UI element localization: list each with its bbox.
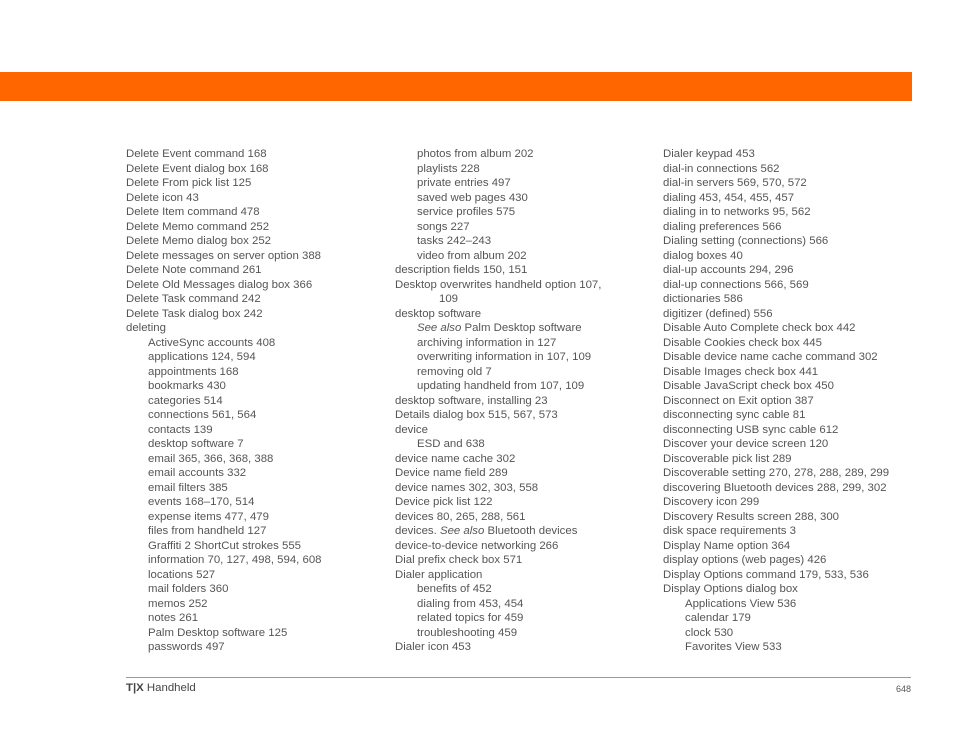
index-subentry <box>126 611 386 626</box>
index-entry-text: device <box>395 423 428 436</box>
index-entry-text: email filters 385 <box>148 481 228 494</box>
index-entry-text: dial-up accounts 294, 296 <box>663 264 794 276</box>
index-entry-text: updating handheld from 107, 109 <box>417 380 585 392</box>
index-subentry <box>395 176 655 191</box>
index-entry <box>663 321 928 336</box>
index-entry <box>663 510 928 525</box>
index-entry <box>395 452 655 467</box>
see-also-reference: See also <box>417 322 462 334</box>
footer-product <box>126 682 196 694</box>
index-subentry <box>395 611 655 626</box>
index-entry-text: tasks 242–243 <box>417 235 492 247</box>
index-entry-text: display options (web pages) 426 <box>663 554 827 566</box>
index-entry <box>395 408 655 423</box>
index-entry-text: device name cache 302 <box>395 452 516 465</box>
index-entry-text: saved web pages 430 <box>417 191 528 204</box>
index-entry-text: Applications View 536 <box>685 597 797 610</box>
index-subentry <box>126 510 386 525</box>
index-entry <box>663 553 928 568</box>
index-entry-text: Dialer icon 453 <box>395 641 471 653</box>
index-entry <box>663 249 928 264</box>
index-entry-text: deleting <box>126 322 166 334</box>
index-entry-text: Disable Auto Complete check box 442 <box>663 322 856 334</box>
index-entry-text: removing old 7 <box>417 365 492 378</box>
index-subentry <box>126 568 386 583</box>
index-entry <box>126 234 386 249</box>
index-entry-text: Dialer application <box>395 568 483 581</box>
index-subentry <box>395 350 655 365</box>
index-entry-text: Disable JavaScript check box 450 <box>663 380 834 392</box>
index-entry <box>395 568 655 583</box>
index-entry-text: Device name field 289 <box>395 467 508 479</box>
index-entry <box>663 220 928 235</box>
index-entry <box>126 176 386 191</box>
index-entry-text: disk space requirements 3 <box>663 525 796 537</box>
index-subentry <box>126 582 386 597</box>
index-entry <box>663 307 928 322</box>
index-entry <box>395 466 655 481</box>
index-entry-text: desktop software 7 <box>148 438 244 450</box>
index-entry-text: Discovery icon 299 <box>663 496 760 508</box>
index-subentry <box>126 350 386 365</box>
index-entry-text: Display Name option 364 <box>663 539 791 552</box>
index-entry <box>126 249 386 264</box>
index-entry-text: dictionaries 586 <box>663 293 743 305</box>
index-entry-text: dialog boxes 40 <box>663 249 743 262</box>
index-entry-text: overwriting information in 107, 109 <box>417 351 592 363</box>
index-entry-text: Dial prefix check box 571 <box>395 554 523 566</box>
index-entry-text: Device pick list 122 <box>395 496 493 508</box>
index-subentry <box>395 365 655 380</box>
index-entry-text: connections 561, 564 <box>148 409 257 421</box>
index-entry <box>663 466 928 481</box>
index-entry-text: digitizer (defined) 556 <box>663 307 773 320</box>
index-entry-text: expense items 477, 479 <box>148 510 269 523</box>
index-subentry <box>395 379 655 394</box>
index-entry <box>663 539 928 554</box>
index-entry-text: applications 124, 594 <box>148 351 256 363</box>
index-entry-text: Desktop overwrites handheld option 107, <box>395 278 602 291</box>
index-entry <box>395 495 655 510</box>
index-subentry <box>126 452 386 467</box>
index-entry-text: dial-in connections 562 <box>663 162 780 175</box>
index-entry-text: photos from album 202 <box>417 148 534 160</box>
index-entry-text: Delete icon 43 <box>126 191 199 204</box>
index-entry <box>663 263 928 278</box>
index-entry-text: Discover your device screen 120 <box>663 438 829 450</box>
index-column-1 <box>126 147 386 655</box>
index-entry <box>126 147 386 162</box>
index-subentry <box>126 481 386 496</box>
index-subentry <box>395 597 655 612</box>
index-entry <box>395 278 655 293</box>
index-entry-text: desktop software <box>395 307 482 320</box>
index-entry-text: Discovery Results screen 288, 300 <box>663 510 840 523</box>
index-entry-text: discovering Bluetooth devices 288, 299, 302 <box>663 481 887 494</box>
index-entry-text: information 70, 127, 498, 594, 608 <box>148 554 322 566</box>
index-entry-text: Delete Item command 478 <box>126 206 260 218</box>
index-entry <box>663 408 928 423</box>
index-subentry <box>395 582 655 597</box>
index-entry-text: Bluetooth devices <box>487 525 578 537</box>
index-entry-text: categories 514 <box>148 394 223 407</box>
index-entry <box>663 205 928 220</box>
index-entry-text: video from album 202 <box>417 249 527 262</box>
index-entry <box>663 423 928 438</box>
index-entry-text: Palm Desktop software 125 <box>148 626 288 639</box>
index-entry-text: Disable Images check box 441 <box>663 365 819 378</box>
see-also-reference: See also <box>439 525 485 537</box>
index-entry-text: dial-in servers 569, 570, 572 <box>663 177 807 189</box>
index-entry <box>126 220 386 235</box>
index-entry <box>126 307 386 322</box>
index-entry-text: Delete messages on server option 388 <box>126 249 322 262</box>
index-entry-text: Display Options command 179, 533, 536 <box>663 568 869 581</box>
index-subentry <box>126 597 386 612</box>
index-entry-text: Delete Event command 168 <box>126 148 267 160</box>
index-entry-text: Delete Old Messages dialog box 366 <box>126 278 313 291</box>
index-subentry <box>126 466 386 481</box>
index-entry <box>663 162 928 177</box>
index-entry-text: dialing 453, 454, 455, 457 <box>663 191 795 204</box>
index-entry <box>663 365 928 380</box>
index-entry-text: events 168–170, 514 <box>148 496 255 508</box>
index-subentry <box>395 205 655 220</box>
index-entry <box>663 176 928 191</box>
index-entry <box>663 394 928 409</box>
index-entry-text: Details dialog box 515, 567, 573 <box>395 409 558 421</box>
index-entry-text: dial-up connections 566, 569 <box>663 278 809 291</box>
index-entry <box>395 263 655 278</box>
index-entry <box>395 481 655 496</box>
index-subentry <box>126 365 386 380</box>
index-subentry <box>395 336 655 351</box>
index-entry-text: playlists 228 <box>417 162 480 175</box>
index-column-3 <box>663 147 928 655</box>
index-entry <box>395 539 655 554</box>
index-entry-text: Display Options dialog box <box>663 583 798 595</box>
footer-product-name: Handheld <box>146 682 196 694</box>
index-subentry <box>126 640 386 655</box>
index-subentry <box>395 162 655 177</box>
index-subentry <box>663 611 928 626</box>
index-subentry <box>126 626 386 641</box>
index-entry-text: service profiles 575 <box>417 206 516 218</box>
index-subentry <box>663 597 928 612</box>
index-entry <box>663 481 928 496</box>
index-subentry <box>126 539 386 554</box>
index-entry-text: passwords 497 <box>148 641 225 653</box>
index-entry-text: clock 530 <box>685 626 734 639</box>
index-entry <box>395 553 655 568</box>
index-entry-text: Favorites View 533 <box>685 641 782 653</box>
index-entry-text: files from handheld 127 <box>148 525 267 537</box>
index-entry-text: Palm Desktop software <box>464 322 582 334</box>
index-subentry <box>663 640 928 655</box>
index-entry <box>663 524 928 539</box>
index-entry-text: desktop software, installing 23 <box>395 394 548 407</box>
index-entry <box>395 423 655 438</box>
index-entry <box>395 307 655 322</box>
index-entry-text: disconnecting sync cable 81 <box>663 409 806 421</box>
index-entry-prefix: devices. <box>395 525 437 537</box>
index-subentry <box>126 495 386 510</box>
index-entry <box>663 234 928 249</box>
index-continuation <box>395 292 655 307</box>
index-entry <box>663 278 928 293</box>
index-subentry <box>126 379 386 394</box>
index-entry-text: songs 227 <box>417 220 470 233</box>
index-subentry <box>126 394 386 409</box>
index-entry-text: device-to-device networking 266 <box>395 539 559 552</box>
page-number: 648 <box>895 684 911 694</box>
footer-model: T|X <box>126 682 144 694</box>
index-entry-text: private entries 497 <box>417 177 511 189</box>
index-subentry <box>126 524 386 539</box>
index-subentry <box>395 147 655 162</box>
index-entry-text: ESD and 638 <box>417 438 485 450</box>
index-entry-text: ActiveSync accounts 408 <box>148 336 276 349</box>
index-subentry <box>395 437 655 452</box>
index-entry-text: Dialing setting (connections) 566 <box>663 235 829 247</box>
index-entry-text: description fields 150, 151 <box>395 264 528 276</box>
index-entry-text: related topics for 459 <box>417 612 524 624</box>
index-entry <box>126 162 386 177</box>
index-entry-text: locations 527 <box>148 568 216 581</box>
index-subentry <box>395 249 655 264</box>
index-entry-text: bookmarks 430 <box>148 380 226 392</box>
index-entry <box>126 321 386 336</box>
index-entry <box>663 191 928 206</box>
index-entry-text: Delete Event dialog box 168 <box>126 162 269 175</box>
index-entry <box>395 524 655 539</box>
index-subentry <box>395 220 655 235</box>
index-subentry <box>126 408 386 423</box>
index-entry <box>395 510 655 525</box>
index-entry-text: calendar 179 <box>685 612 751 624</box>
index-entry-text: Discoverable setting 270, 278, 288, 289, 299 <box>663 467 890 479</box>
index-entry-text: appointments 168 <box>148 365 239 378</box>
index-entry <box>663 292 928 307</box>
index-entry-text: Disconnect on Exit option 387 <box>663 394 814 407</box>
index-column-2 <box>395 147 655 655</box>
index-entry-text: memos 252 <box>148 597 208 610</box>
index-subentry <box>395 234 655 249</box>
index-entry-text: disconnecting USB sync cable 612 <box>663 423 839 436</box>
index-entry-text: Delete Memo dialog box 252 <box>126 235 272 247</box>
index-entry-text: Graffiti 2 ShortCut strokes 555 <box>148 539 302 552</box>
index-entry <box>663 582 928 597</box>
index-entry <box>663 437 928 452</box>
index-entry <box>126 205 386 220</box>
index-entry-text: Disable device name cache command 302 <box>663 351 878 363</box>
index-entry-text: device names 302, 303, 558 <box>395 481 539 494</box>
index-entry-text: email accounts 332 <box>148 467 247 479</box>
index-entry <box>395 640 655 655</box>
index-entry-text: devices 80, 265, 288, 561 <box>395 510 526 523</box>
index-entry-text: Dialer keypad 453 <box>663 148 755 160</box>
index-subentry <box>663 626 928 641</box>
index-entry-text: dialing preferences 566 <box>663 220 782 233</box>
index-entry-text: troubleshooting 459 <box>417 626 518 639</box>
index-entry-text: dialing in to networks 95, 562 <box>663 206 811 218</box>
header-banner <box>0 72 912 101</box>
index-entry-text: 109 <box>439 293 459 305</box>
footer-divider <box>126 677 911 678</box>
index-entry-text: Delete Task dialog box 242 <box>126 307 263 320</box>
index-subentry <box>395 191 655 206</box>
index-entry-text: notes 261 <box>148 612 199 624</box>
index-entry <box>395 394 655 409</box>
index-entry-text: contacts 139 <box>148 423 213 436</box>
index-entry-text: dialing from 453, 454 <box>417 597 524 610</box>
index-entry-text: mail folders 360 <box>148 583 229 595</box>
index-entry <box>126 278 386 293</box>
index-entry-text: benefits of 452 <box>417 583 492 595</box>
index-subentry <box>126 423 386 438</box>
index-entry-text: Discoverable pick list 289 <box>663 452 792 465</box>
index-entry <box>663 336 928 351</box>
index-subentry <box>126 336 386 351</box>
index-entry-text: email 365, 366, 368, 388 <box>148 452 274 465</box>
index-entry-text: archiving information in 127 <box>417 336 557 349</box>
index-entry <box>126 292 386 307</box>
index-entry <box>663 147 928 162</box>
index-subentry <box>126 553 386 568</box>
index-entry <box>126 191 386 206</box>
index-entry <box>663 568 928 583</box>
index-subentry <box>395 626 655 641</box>
index-entry-text: Delete Note command 261 <box>126 264 262 276</box>
index-entry-text: Disable Cookies check box 445 <box>663 336 822 349</box>
index-entry-text: Delete Memo command 252 <box>126 220 270 233</box>
index-entry <box>663 350 928 365</box>
index-entry <box>663 379 928 394</box>
index-entry <box>663 452 928 467</box>
index-subentry <box>395 321 655 336</box>
index-entry <box>126 263 386 278</box>
index-subentry <box>126 437 386 452</box>
index-entry <box>663 495 928 510</box>
index-entry-text: Delete From pick list 125 <box>126 177 252 189</box>
index-entry-text: Delete Task command 242 <box>126 293 261 305</box>
